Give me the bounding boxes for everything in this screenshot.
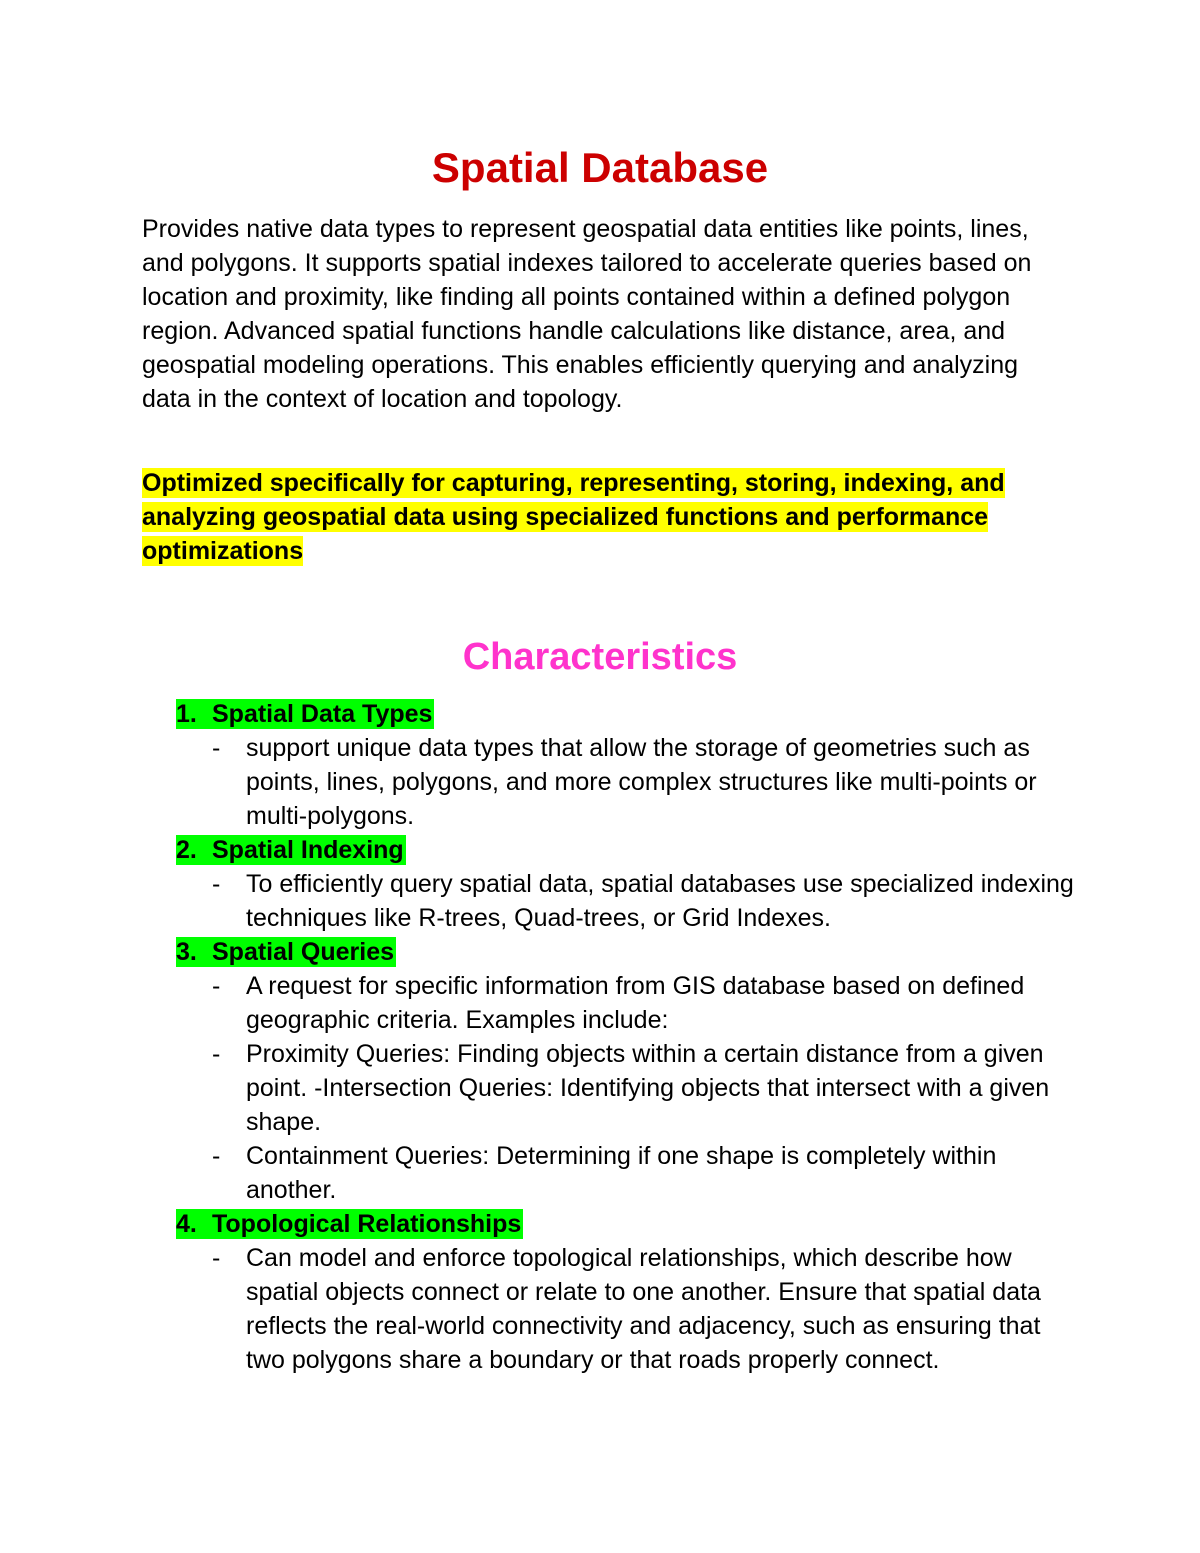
list-item-text: Can model and enforce topological relationships, which describe how spatial objects connect or relate to one another. Ensure that spatial data reflects the real-world connectivity and adjacency, such as ensuring that two polygons share a boundary or that roads properly connect. xyxy=(246,1244,1041,1374)
characteristic-heading-text: Spatial Data Types xyxy=(212,700,433,728)
characteristic-heading xyxy=(176,697,1076,731)
characteristic-points xyxy=(176,1241,1076,1377)
characteristic-item-topological-relationships xyxy=(176,1207,1076,1377)
characteristic-points xyxy=(176,867,1076,935)
highlighted-summary xyxy=(142,466,1072,568)
list-item xyxy=(176,1037,1076,1139)
characteristic-heading xyxy=(176,935,1076,969)
dash-bullet: - xyxy=(212,1142,221,1170)
characteristic-heading-highlight xyxy=(176,699,434,729)
list-item-text: Containment Queries: Determining if one shape is completely within another. xyxy=(246,1142,997,1204)
characteristics-list xyxy=(176,697,1076,1377)
dash-bullet: - xyxy=(212,1244,221,1272)
characteristic-heading-text: Spatial Indexing xyxy=(212,836,404,864)
dash-bullet: - xyxy=(212,972,221,1000)
characteristic-heading-text: Topological Relationships xyxy=(212,1210,522,1238)
section-title-characteristics: Characteristics xyxy=(462,636,738,678)
dash-bullet: - xyxy=(212,870,221,898)
characteristic-heading xyxy=(176,833,1076,867)
list-item xyxy=(176,1241,1076,1377)
list-item xyxy=(176,969,1076,1037)
characteristic-item-spatial-indexing xyxy=(176,833,1076,935)
list-item-text: support unique data types that allow the storage of geometries such as points, lines, polygons, and more complex structures like multi-points or multi-polygons. xyxy=(246,734,1037,830)
characteristic-heading-highlight xyxy=(176,1209,523,1239)
characteristic-heading-highlight xyxy=(176,835,406,865)
characteristic-number: 4. xyxy=(176,1210,197,1238)
characteristic-item-spatial-queries xyxy=(176,935,1076,1207)
list-item-text: A request for specific information from GIS database based on defined geographic criteria. Examples include: xyxy=(246,972,1025,1034)
characteristic-heading-highlight xyxy=(176,937,396,967)
characteristic-number: 2. xyxy=(176,836,197,864)
characteristic-heading-text: Spatial Queries xyxy=(212,938,395,966)
highlighted-summary-text: Optimized specifically for capturing, representing, storing, indexing, and analyzing geospatial data using specialized functions and performance optimizations xyxy=(142,469,1005,565)
dash-bullet: - xyxy=(212,734,221,762)
list-item xyxy=(176,731,1076,833)
characteristic-heading xyxy=(176,1207,1076,1241)
characteristic-points xyxy=(176,969,1076,1207)
intro-paragraph: Provides native data types to represent geospatial data entities like points, lines, and polygons. It supports spatial indexes tailored to accelerate queries based on location and proximity, like finding all points contained within a defined polygon region. Advanced spatial functions handle calculations like distance, area, and geospatial modeling operations. This enables efficiently querying and analyzing data in the context of location and topology. xyxy=(142,215,1032,413)
page-title: Spatial Database xyxy=(431,144,769,191)
list-item-text: Proximity Queries: Finding objects within a certain distance from a given point. -Intersection Queries: Identifying objects that intersect with a given shape. xyxy=(246,1040,1050,1136)
list-item xyxy=(176,867,1076,935)
characteristic-points xyxy=(176,731,1076,833)
characteristic-number: 1. xyxy=(176,700,197,728)
list-item-text: To efficiently query spatial data, spatial databases use specialized indexing techniques like R-trees, Quad-trees, or Grid Indexes. xyxy=(246,870,1074,932)
list-item xyxy=(176,1139,1076,1207)
characteristic-number: 3. xyxy=(176,938,197,966)
characteristic-item-spatial-data-types xyxy=(176,697,1076,833)
dash-bullet: - xyxy=(212,1040,221,1068)
